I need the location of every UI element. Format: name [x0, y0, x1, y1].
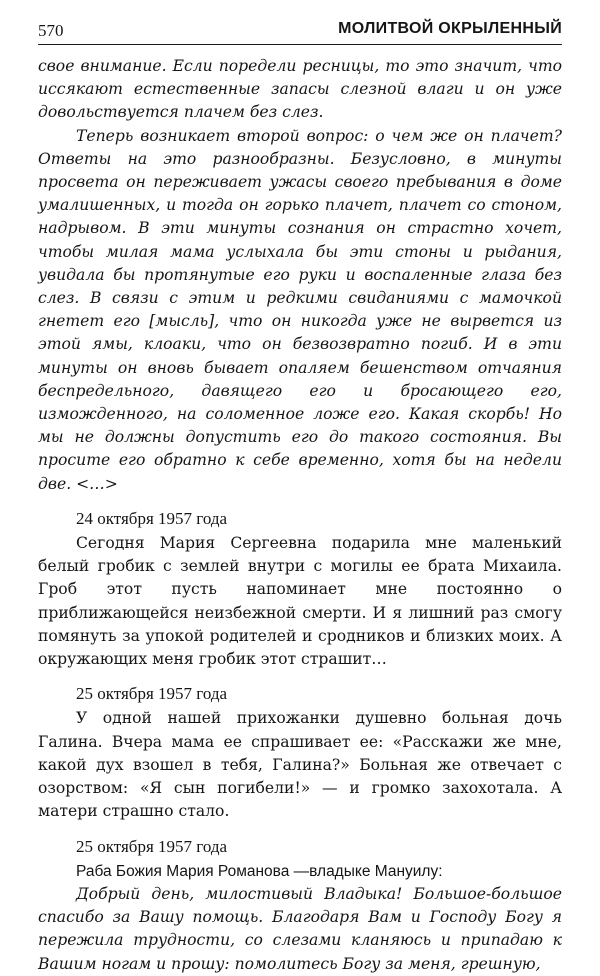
- paragraph-letter: Добрый день, милостивый Владыка! Большое-большое спасибо за Вашу помощь. Благодаря Вам и Господу Богу я пережила трудности, со слезами кланяюсь и припадаю к Вашим ногам и прошу: помолитесь Богу за меня, грешную,: [38, 884, 562, 973]
- diary-date-oct-25-first: 25 октября 1957 года: [76, 684, 228, 704]
- paragraph-continuation: свое внимание. Если поредели ресницы, то это значит, что иссякают естественные запасы слезной влаги и он уже довольствуется плачем без слез.: [38, 57, 562, 122]
- page-header: [38, 18, 562, 45]
- page-number: 570: [38, 21, 64, 40]
- paragraph-second-question: Теперь возникает второй вопрос: о чем же он плачет? Ответы на это разнообразны. Безусловно, в минуты просвета он переживает ужасы своего пребывания в доме умалишенных, и тогда он горько плачет, плачет со стоном, надрывом. В эти минуты сознания он страстно хочет, чтобы милая мама услыхала бы эти стоны и рыдания, увидала бы протянутые его руки и воспаленные глаза без слез. В связи с этим и редкими свиданиями с мамочкой гнетет его [мысль], что он никогда уже не вырвется из этой ямы, клоаки, что он безвозвратно погиб. И в эти минуты он вновь бывает опаляем бешенством отчаяния беспредельного, давящего его и бросающего его, изможденного, на соломенное ложе его. Какая скорбь! Но мы не должны допустить его до такого состояния. Вы просите его обратно к себе временно, хотя бы на недели две. <…>: [38, 126, 562, 493]
- letter-heading: Раба Божия Мария Романова —владыке Мануилу:: [76, 862, 443, 880]
- paragraph-galina: У одной нашей прихожанки душевно больная дочь Галина. Вчера мама ее спрашивает ее: «Расскажи же мне, какой дух взошел в тебя, Галина?» Больная же отвечает с озорством: «Я сын погибели!» — и громко захохотала. А матери страшно стало.: [38, 709, 562, 821]
- body-text: [38, 55, 562, 976]
- diary-date-oct-25-second: 25 октября 1957 года: [76, 836, 228, 856]
- diary-date-oct-24: 24 октября 1957 года: [76, 508, 228, 528]
- running-title: МОЛИТВОЙ ОКРЫЛЕННЫЙ: [338, 20, 562, 37]
- paragraph-coffin-gift: Сегодня Мария Сергеевна подарила мне маленький белый гробик с землей внутри с могилы ее брата Михаила. Гроб этот пусть напоминает мне постоянно о приближающейся неизбежной смерти. И я лишний раз смогу помянуть за упокой родителей и сродников и близких моих. А окружающих меня гробик этот страшит…: [38, 534, 562, 669]
